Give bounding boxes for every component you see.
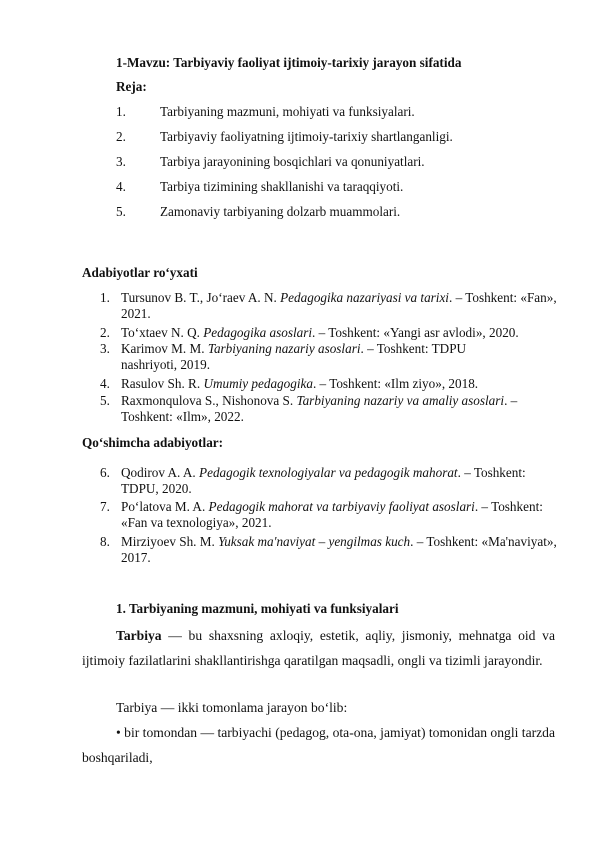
ref-authors: Po‘latova M. A. xyxy=(121,499,209,514)
ref-publisher: . – Toshkent: «Ilm», 2022. xyxy=(121,393,518,424)
ref-title: Pedagogika nazariyasi va tarixi xyxy=(280,290,449,305)
ref-title: Pedagogika asoslari xyxy=(203,325,313,340)
process-paragraph xyxy=(82,695,555,720)
extra-literature-heading: Qo‘shimcha adabiyotlar: xyxy=(82,435,224,450)
ref-title: Tarbiyaning nazariy asoslari xyxy=(207,341,361,356)
literature-item-number: 4. xyxy=(100,376,110,391)
ref-title: Pedagogik texnologiyalar va pedagogik mahorat xyxy=(199,465,458,480)
literature-item xyxy=(100,465,560,496)
ref-title: Pedagogik mahorat va tarbiyaviy faoliyat asoslari xyxy=(208,499,475,514)
literature-item-text xyxy=(121,393,560,424)
literature-item-number: 1. xyxy=(100,290,110,305)
literature-item xyxy=(100,290,560,321)
literature-item-text xyxy=(121,290,560,321)
ref-authors: Rasulov Sh. R. xyxy=(121,376,204,391)
plan-item-number: 4. xyxy=(116,179,126,194)
literature-item xyxy=(100,341,560,372)
process-text: Tarbiya — ikki tomonlama jarayon bo‘lib: xyxy=(116,700,348,715)
literature-heading: Adabiyotlar ro‘yxati xyxy=(82,265,198,280)
ref-authors: Raxmonqulova S., Nishonova S. xyxy=(121,393,297,408)
literature-item-number: 5. xyxy=(100,393,110,408)
definition-term: Tarbiya xyxy=(116,628,162,643)
plan-label: Reja: xyxy=(116,79,147,94)
plan-item-text: Tarbiyaviy faoliyatning ijtimoiy-tarixiy shartlanganligi. xyxy=(160,129,453,144)
plan-item-number: 1. xyxy=(116,104,126,119)
plan-item-number: 5. xyxy=(116,204,126,219)
literature-item xyxy=(100,534,560,565)
ref-publisher: . – Toshkent: TDPU nashriyoti, 2019. xyxy=(121,341,467,372)
literature-item xyxy=(100,499,560,530)
literature-item-text xyxy=(121,499,560,530)
plan-item-number: 2. xyxy=(116,129,126,144)
literature-item-number: 6. xyxy=(100,465,110,480)
ref-publisher: . – Toshkent: «Ma'naviyat», 2017. xyxy=(121,534,557,565)
ref-publisher: . – Toshkent: «Yangi asr avlodi», 2020. xyxy=(312,325,519,340)
section-title: 1. Tarbiyaning mazmuni, mohiyati va funksiyalari xyxy=(116,601,399,616)
literature-item xyxy=(100,325,560,341)
bullet-icon: • xyxy=(116,725,121,740)
ref-publisher: . – Toshkent: TDPU, 2020. xyxy=(121,465,526,496)
literature-item-number: 3. xyxy=(100,341,110,356)
literature-item xyxy=(100,393,560,424)
ref-authors: To‘xtaev N. Q. xyxy=(121,325,204,340)
ref-publisher: . – Toshkent: «Fan», 2021. xyxy=(121,290,557,321)
literature-item-number: 2. xyxy=(100,325,110,340)
plan-item-text: Tarbiya tizimining shakllanishi va taraqqiyoti. xyxy=(160,179,404,194)
ref-authors: Tursunov B. T., Jo‘raev A. N. xyxy=(121,290,281,305)
plan-item-text: Tarbiya jarayonining bosqichlari va qonuniyatlari. xyxy=(160,154,425,169)
ref-publisher: . – Toshkent: «Fan va texnologiya», 2021. xyxy=(121,499,543,530)
literature-item-text xyxy=(121,465,560,496)
ref-authors: Qodirov A. A. xyxy=(121,465,200,480)
definition-paragraph xyxy=(82,623,555,673)
bullet-text: bir tomondan — tarbiyachi (pedagog, ota-ona, jamiyat) tomonidan ongli tarzda boshqariladi, xyxy=(82,725,555,765)
plan-item-text: Zamonaviy tarbiyaning dolzarb muammolari. xyxy=(160,204,401,219)
ref-title: Tarbiyaning nazariy va amaliy asoslari xyxy=(296,393,505,408)
literature-item-number: 7. xyxy=(100,499,110,514)
ref-authors: Karimov M. M. xyxy=(121,341,208,356)
ref-title: Yuksak ma'naviyat – yengilmas kuch xyxy=(218,534,411,549)
literature-item-text xyxy=(121,534,560,565)
ref-authors: Mirziyoev Sh. M. xyxy=(121,534,219,549)
literature-item-number: 8. xyxy=(100,534,110,549)
bullet-paragraph xyxy=(82,720,555,770)
ref-publisher: . – Toshkent: «Ilm ziyo», 2018. xyxy=(312,376,479,391)
ref-title: Umumiy pedagogika xyxy=(203,376,313,391)
literature-item-text xyxy=(121,376,560,392)
definition-text: — bu shaxsning axloqiy, estetik, aqliy, jismoniy, mehnatga oid va ijtimoiy fazilatlarini shakllantirishga qaratilgan maqsadli, ongli va tizimli jarayondir. xyxy=(82,628,555,668)
literature-item xyxy=(100,376,560,392)
literature-item-text xyxy=(121,341,521,372)
plan-item-text: Tarbiyaning mazmuni, mohiyati va funksiyalari. xyxy=(160,104,415,119)
literature-item-text xyxy=(121,325,560,341)
plan-item-number: 3. xyxy=(116,154,126,169)
topic-title: 1-Mavzu: Tarbiyaviy faoliyat ijtimoiy-tarixiy jarayon sifatida xyxy=(116,55,462,70)
